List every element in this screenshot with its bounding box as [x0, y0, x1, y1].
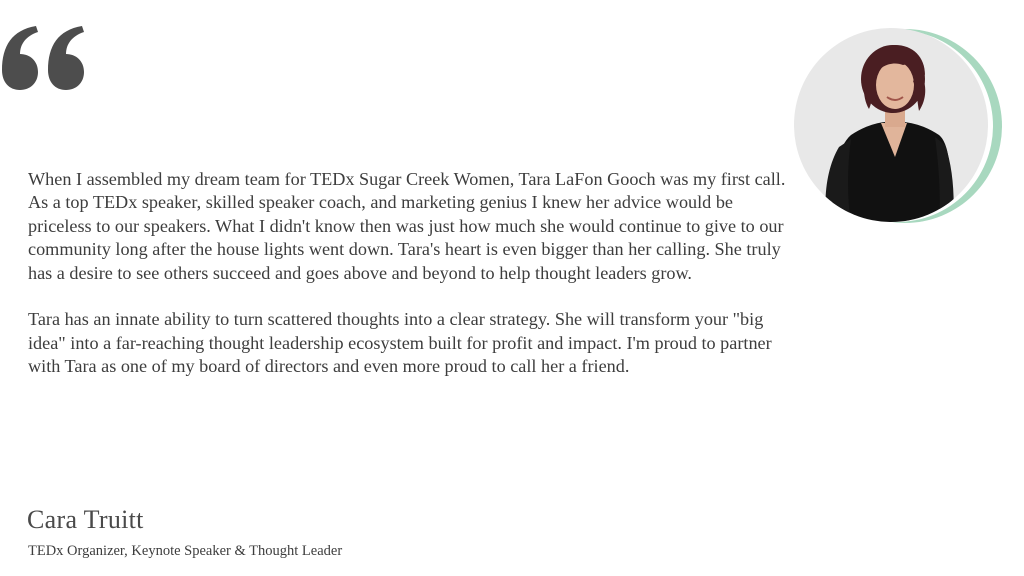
testimonial-paragraph-2: Tara has an innate ability to turn scattered thoughts into a clear strategy. She will transform your "big idea" into a far-reaching thought leadership ecosystem built for profit and impact. I'm proud to partner with Tara as one of my board of directors and even more proud to call her a friend. — [28, 309, 772, 377]
testimonial-paragraph-1: When I assembled my dream team for TEDx Sugar Creek Women, Tara LaFon Gooch was my first call. As a top TEDx speaker, skilled speaker coach, and marketing genius I knew her advice would be priceless to our speakers. What I didn't know then was just how much she would continue to give to our community long after the house lights went down. Tara's heart is even bigger than her calling. She truly has a desire to see others succeed and goes above and beyond to help thought leaders grow. — [28, 169, 786, 283]
testimonial-text — [28, 168, 788, 379]
quotation-mark-icon — [0, 24, 88, 92]
author-portrait — [793, 27, 1003, 225]
author-name: Cara Truitt — [27, 505, 144, 534]
author-title: TEDx Organizer, Keynote Speaker & Thought Leader — [28, 543, 343, 559]
